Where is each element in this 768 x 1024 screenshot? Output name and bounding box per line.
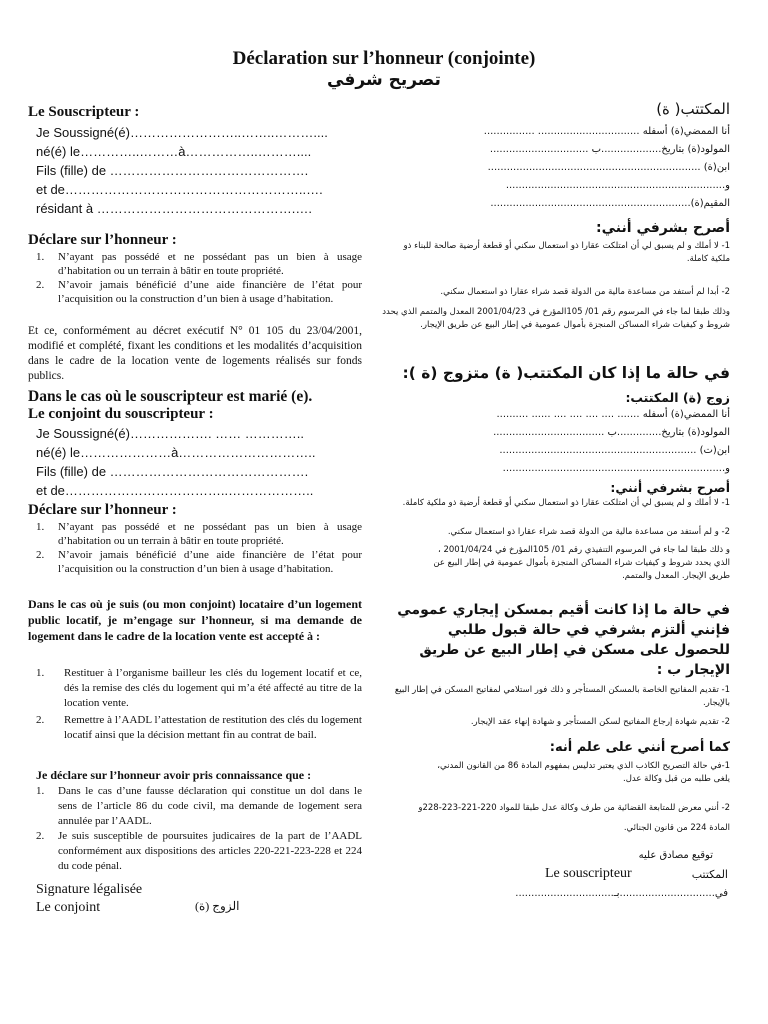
field-mother[interactable]: et de………………………………..………………..: [36, 483, 314, 498]
field-name-ar[interactable]: أنا الممضي(ة) أسفله ....... .... .... .... .... ...... ..........: [496, 409, 730, 420]
declare-item-ar: 2- أبدا لم أستفد من مساعدة مالية من الدولة قصد شراء عقارا ذو استعمال سكني.: [440, 287, 730, 297]
declare2-list: [36, 520, 362, 576]
connaissance-item-ar: 2- أنني معرض للمتابعة القضائية من طرف وكالة عدل طبقا للمواد 220-221-223-228و المادة 224 من قانون الجنائي.: [418, 803, 730, 833]
locataire-heading-ar: في حالة ما إذا كانت أقيم بمسكن إيجاري عمومي فإنني ألتزم بشرفي في حالة قبول طلبي للحصول على مسكن في إطار البيع عن طريق الإيجار ب :: [397, 602, 730, 678]
field-address-ar[interactable]: المقيم(ة)...............................................................: [490, 198, 730, 209]
connaissance-item-ar: 1-في حالة التصريح الكاذب الذي يعتبر تدليس بمفهوم المادة 86 من القانون المدني، يلغى طلبه من قبل وكالة عدل.: [437, 761, 730, 784]
locataire-list: [36, 666, 362, 743]
list-item: 1. N’ayant pas possédé et ne possédant pas un bien à usage d’habitation ou un terrain à bâtir en toute propriété.: [36, 251, 362, 277]
married-heading: Dans le cas où le souscripteur est marié (e).: [28, 388, 313, 405]
conjoint-heading-ar: زوج (ة) المكتتب:: [625, 390, 730, 405]
field-mother-ar[interactable]: و.....................................................................: [505, 180, 730, 191]
decree2-paragraph-ar: و ذلك طبقا لما جاء في المرسوم التنفيذي رقم 01/ 105المؤرخ في 2001/04/24 ، الذي يحدد شروط و كيفيات شراء المساكن المنجزة بأموال عمومية في إطار البيع عن طريق الإيجار. المعدل والمتمم.: [433, 545, 730, 581]
locataire-item-ar: 2- تقديم شهادة إرجاع المفاتيح لسكن المستأجر و شهادة إنهاء عقد الإيجار.: [470, 717, 730, 727]
list-item: 1. Dans le cas d’une fausse déclaration qui constitue un dol dans le sens de l’article 86 du code civil, ma demande de logement sera annulée par l’AADL.: [36, 785, 362, 827]
list-item: 1. Restituer à l’organisme bailleur les clés du logement locatif et ce, dés la remise des clés du logement qui m’a été affecté au titre de la location vente.: [36, 667, 362, 709]
conjoint-heading: Le conjoint du souscripteur :: [28, 406, 214, 422]
page-title: Déclaration sur l’honneur (conjointe): [232, 48, 536, 69]
locataire-item-ar: 1- تقديم المفاتيح الخاصة بالمسكن المستأجر و ذلك فور استلامي لمفاتيح المسكن في إطار البيع بالإيجار.: [394, 685, 730, 708]
signature-label: Signature légalisée: [36, 882, 143, 897]
signature-label-ar: توقيع مصادق عليه: [638, 850, 713, 861]
place-date-field[interactable]: في..............................بـ...............................: [515, 888, 728, 899]
conjoint-fields-ar: [400, 406, 730, 478]
list-item: 2. N’avoir jamais bénéficié d’une aide financière de l’état pour l’acquisition ou la construction d’un bien à usage d’habitation.: [36, 549, 362, 575]
declare2-item-ar: 2- و لم أستفد من مساعدة مالية من الدولة قصد شراء عقارا ذو استعمال سكني.: [447, 527, 730, 537]
list-item: 2. N’avoir jamais bénéficié d’une aide financière de l’état pour l’acquisition ou la construction d’un bien à usage d’habitation.: [36, 279, 362, 305]
field-mother[interactable]: et de………………………………………………..….: [36, 182, 323, 197]
decree-paragraph-ar: وذلك طبقا لما جاء في المرسوم رقم 01/ 105المؤرخ في 2001/04/23 المعدل والمتمم الذي يحدد شروط و كيفيات شراء المساكن المنجزة بأموال عمومية في إطار البيع عن طريق الإيجار.: [382, 307, 730, 330]
declare2-heading-ar: أصرح بشرفي أنني:: [610, 480, 730, 495]
souscripteur-fields: [36, 123, 362, 218]
declare-list: [36, 250, 362, 306]
field-birth-ar[interactable]: المولود(ة) بتاريخ..............ب ...................................: [493, 427, 730, 438]
souscripteur-label-fr: Le souscripteur: [545, 866, 632, 881]
field-name[interactable]: Je Soussigné(é)……………………..……..………....: [36, 125, 328, 140]
married-heading-ar: في حالة ما إذا كان المكتتب( ة) متزوج (ة ):: [402, 364, 730, 382]
conjoint-signature-label-arabic: الزوج (ة): [195, 899, 240, 913]
field-name-ar[interactable]: أنا الممضي(ة) أسفله ................................ ................: [483, 126, 730, 137]
souscripteur-heading: Le Souscripteur :: [28, 104, 140, 120]
declare-heading-ar: أصرح بشرفي أنني:: [596, 220, 730, 236]
list-item: 2. Je suis susceptible de poursuites judicaires de la part de l’AADL conformément aux dispositions des articles 220-221-223-228 et 224 du code pénal.: [36, 830, 362, 872]
page-title-arabic: تصريح شرفي: [327, 70, 441, 90]
locataire-paragraph: Dans le cas où je suis (ou mon conjoint) locataire d’un logement public locatif, je m’engage sur l’honneur, si ma demande de logement dans le cadre de la location vente est accepté à :: [28, 597, 362, 643]
field-father-ar[interactable]: ابن(ة) ...................................................................: [487, 162, 730, 173]
souscripteur-fields-ar: [400, 123, 730, 213]
list-item: 1. N’ayant pas possédé et ne possédant pas un bien à usage d’habitation ou un terrain à bâtir en toute propriété.: [36, 521, 362, 547]
field-birth[interactable]: né(é) le…………..………à……………..………....: [36, 144, 312, 159]
field-father-ar[interactable]: ابن(ت) ..............................................................: [499, 445, 730, 456]
declare2-item-ar: 1- لا أملك و لم يسبق لي أن امتلكت عقارا ذو استعمال سكني أو قطعة أرضية ذو ملكية كاملة.: [402, 498, 730, 508]
declare-item-ar: 1- لا أملك و لم يسبق لي أن امتلكت عقارا ذو استعمال سكني أو قطعة أرضية صالحة للبناء ذو ملكية كاملة.: [403, 241, 730, 264]
field-mother-ar[interactable]: و......................................................................: [502, 463, 730, 474]
connaissance-list: [36, 784, 362, 874]
conjoint-fields: [36, 424, 362, 500]
field-father[interactable]: Fils (fille) de ……………………………………….: [36, 163, 309, 178]
conjoint-signature-label: Le conjoint: [36, 900, 101, 915]
connaissance-heading-ar: كما أصرح أنني على علم أنه:: [549, 740, 730, 755]
decree-paragraph: Et ce, conformément au décret exécutif N° 01 105 du 23/04/2001, modifié et complété, fixant les conditions et les modalités d’acquisition dans le cadre de la location vente de logements réalisés sur fonds publics.: [28, 325, 362, 382]
declare2-heading: Déclare sur l’honneur :: [28, 502, 177, 518]
souscripteur-label-ar: المكتتب: [691, 868, 728, 881]
souscripteur-heading-ar: المكتتب( ة): [656, 100, 730, 118]
field-address[interactable]: résidant à ……………………………………….….: [36, 201, 312, 216]
field-birth[interactable]: né(é) le…………………à…………………………..: [36, 445, 316, 460]
list-item: 2. Remettre à l’AADL l’attestation de restitution des clés du logement locatif ainsi que la décision mettant fin au contrat de bail.: [36, 714, 362, 741]
field-father[interactable]: Fils (fille) de ……………………………………….: [36, 464, 309, 479]
declare-heading: Déclare sur l’honneur :: [28, 232, 177, 248]
connaissance-heading: Je déclare sur l’honneur avoir pris connaissance que :: [36, 768, 312, 782]
field-name[interactable]: Je Soussigné(é)………………. …… …………..: [36, 426, 304, 441]
field-birth-ar[interactable]: المولود(ة) بتاريخ...................ب ...............................: [489, 144, 730, 155]
